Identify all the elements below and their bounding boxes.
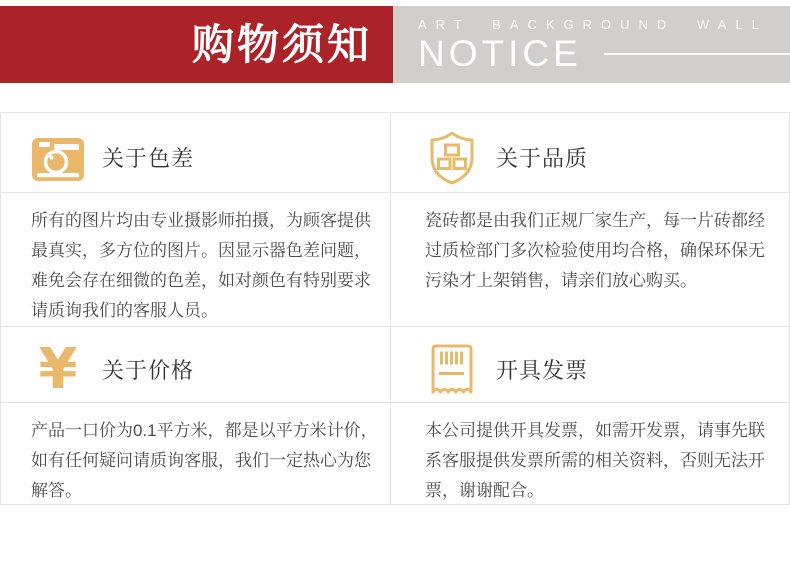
section-quality-header [391, 113, 789, 193]
section-color-difference-body: 所有的图片均由专业摄影师拍摄，为顾客提供最真实，多方位的图片。因显示器色差问题，难免会存在细微的色差，如对颜色有特别要求请质询我们的客服人员。 [1, 193, 391, 327]
page-header [0, 6, 790, 83]
section-title: 关于色差 [102, 146, 195, 171]
section-color-difference-header [1, 113, 391, 193]
camera-icon [31, 131, 85, 185]
shield-icon [425, 131, 479, 185]
header-subtitle-block [393, 6, 790, 83]
header-subtitle-row [418, 35, 790, 74]
header-tagline: ART BACKGROUND WALL [418, 17, 768, 32]
section-price-header [1, 327, 391, 403]
section-title: 关于价格 [102, 358, 195, 383]
section-quality-body: 瓷砖都是由我们正规厂家生产，每一片砖都经过质检部门多次检验使用均合格，确保环保无污染才上架销售，请亲们放心购买。 [391, 193, 789, 327]
notice-grid [0, 112, 790, 505]
decorative-line [604, 53, 790, 55]
yuan-icon [31, 336, 85, 402]
section-title: 关于品质 [496, 146, 589, 171]
section-title: 开具发票 [496, 358, 589, 383]
receipt-icon [425, 343, 479, 397]
page-title: 购物须知 [191, 20, 372, 68]
section-price-body: 产品一口价为0.1平方米，都是以平方米计价，如有任何疑问请质询客服，我们一定热心为您解答。 [1, 403, 391, 504]
section-invoice-header [391, 327, 789, 403]
section-invoice-body: 本公司提供开具发票，如需开发票，请事先联系客服提供发票所需的相关资料，否则无法开票，谢谢配合。 [425, 421, 765, 500]
header-title-block [0, 6, 393, 83]
yuan-glyph: ¥ [38, 336, 78, 402]
header-subtitle: NOTICE [418, 33, 582, 74]
